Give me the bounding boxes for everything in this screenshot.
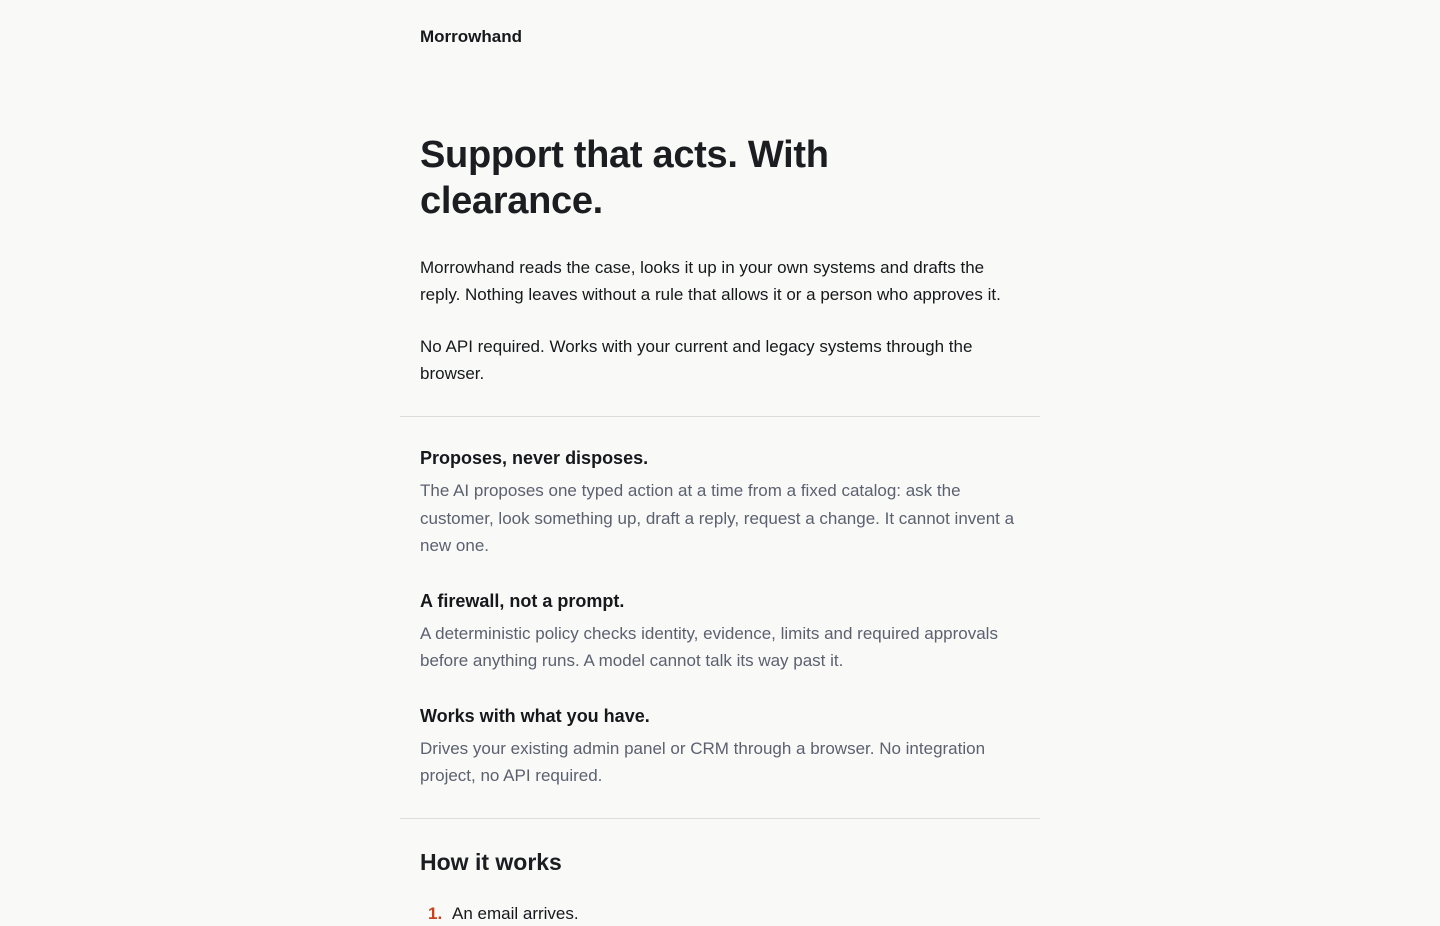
feature-body: The AI proposes one typed action at a time from a fixed catalog: ask the customer, look something up, draft a reply, request a change. It cannot invent a new one. [420,481,1015,555]
steps-list [420,902,1020,926]
page [400,0,1040,926]
hero-title: Support that acts. With clearance. [420,134,829,222]
hero-note: No API required. Works with your current and legacy systems through the browser. [420,337,973,383]
how-it-works-title: How it works [420,848,562,875]
step-item [420,902,1020,926]
feature-body: Drives your existing admin panel or CRM through a browser. No integration project, no API required. [420,738,986,785]
feature-item [420,446,1020,560]
feature-body: A deterministic policy checks identity, evidence, limits and required approvals before anything runs. A model cannot talk its way past it. [420,623,998,670]
feature-title: Proposes, never disposes. [420,448,649,468]
feature-item [420,589,1020,675]
features-section [400,417,1040,790]
step-number: 1. [428,903,443,923]
how-it-works-section [400,848,1040,926]
step-text: An email arrives. [452,903,579,923]
section-divider [400,818,1040,819]
hero-lead: Morrowhand reads the case, looks it up in your own systems and drafts the reply. Nothing leaves without a rule that allows it or a person who approves it. [420,258,1001,304]
feature-title: A firewall, not a prompt. [420,590,625,611]
feature-title: Works with what you have. [420,705,650,726]
feature-item [420,704,1020,790]
brand-logo-text[interactable]: Morrowhand [420,27,522,46]
